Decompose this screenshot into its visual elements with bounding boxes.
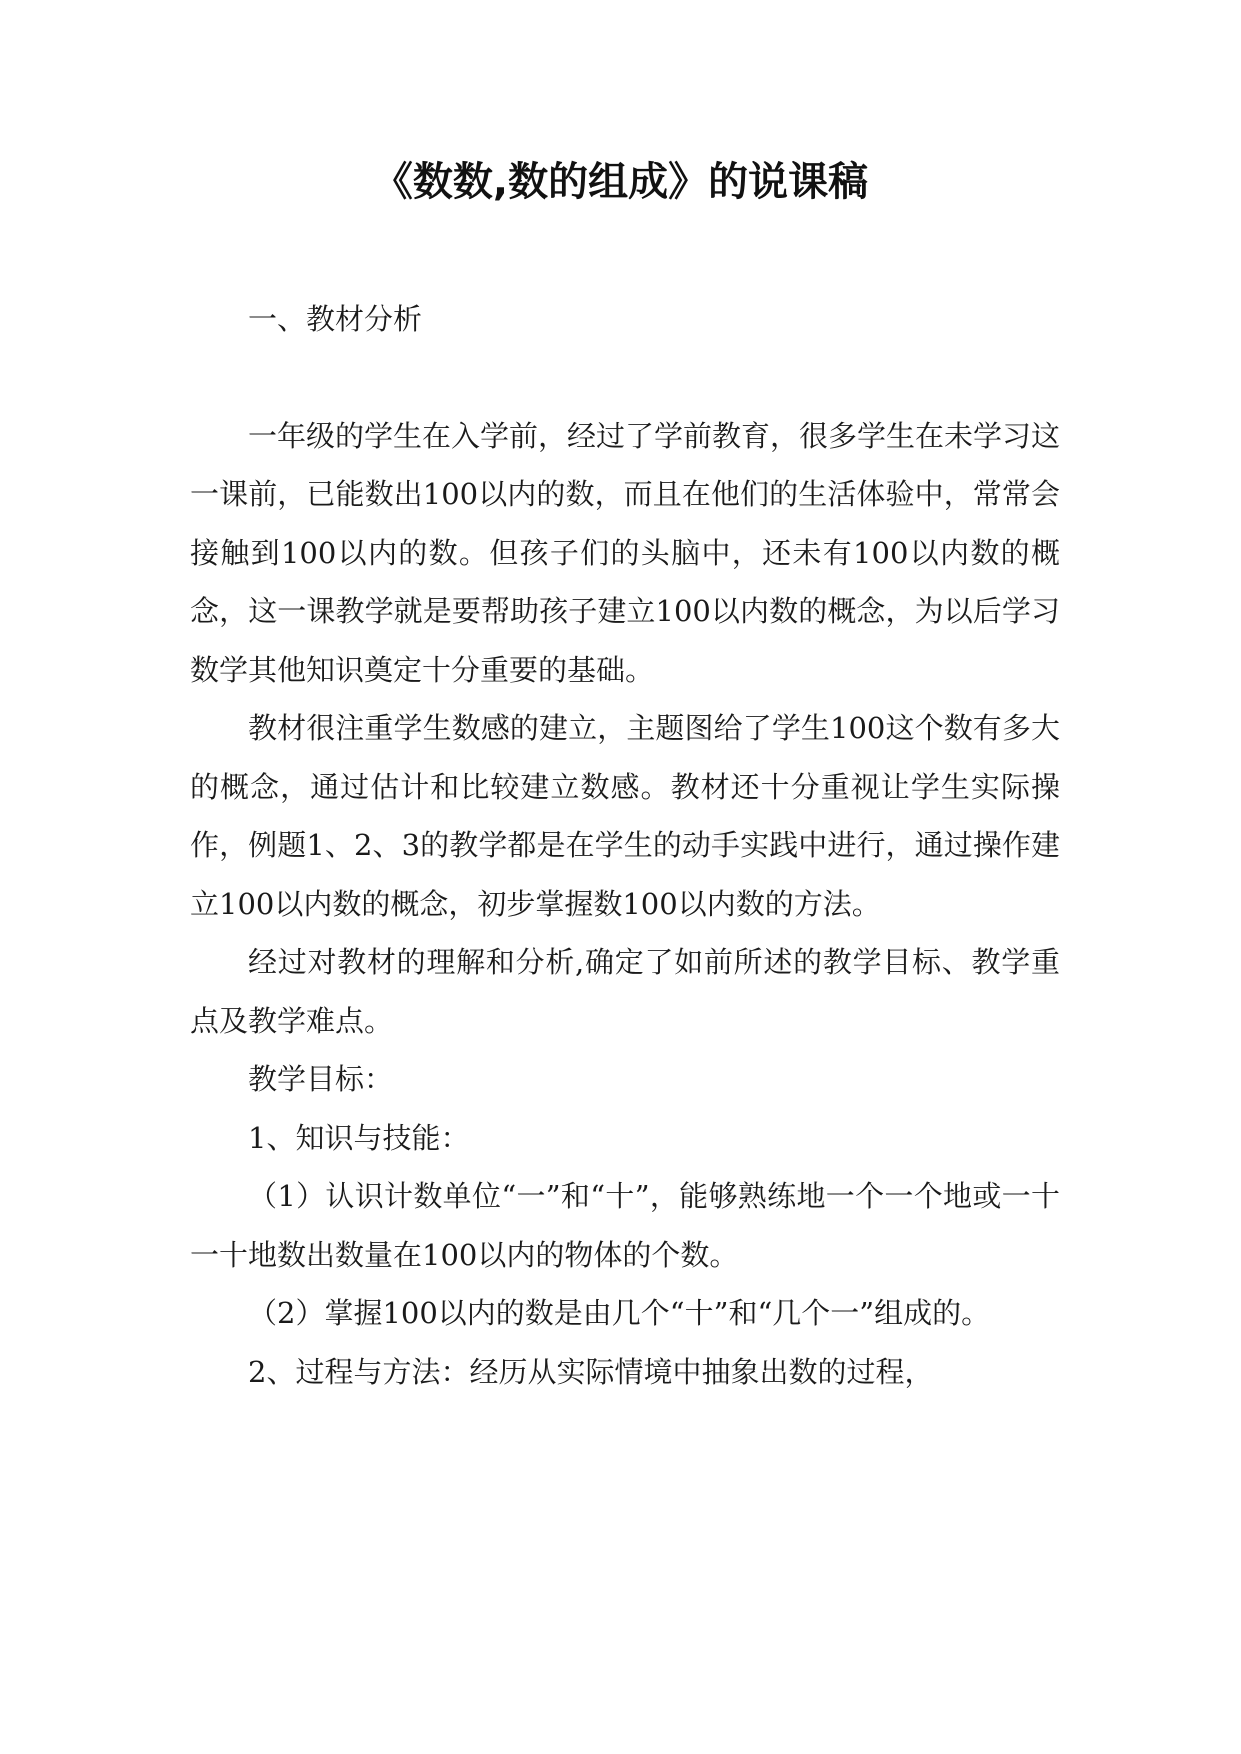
section-heading: 一、教材分析: [248, 302, 423, 336]
paragraph: 经过对教材的理解和分析,确定了如前所述的教学目标、教学重点及教学难点。: [190, 945, 1060, 1038]
paragraph: 一年级的学生在入学前，经过了学前教育，很多学生在未学习这一课前，已能数出100以内的数，而且在他们的生活体验中，常常会接触到100以内的数。但孩子们的头脑中，还未有100以内数的概念，这一课教学就是要帮助孩子建立100以内数的概念，为以后学习数学其他知识奠定十分重要的基础。: [190, 418, 1061, 687]
document-body: [190, 290, 1060, 1401]
paragraph: （2）掌握100以内的数是由几个“十”和“几个一”组成的。: [248, 1296, 991, 1330]
paragraph: 1、知识与技能：: [248, 1120, 470, 1155]
document-title: 《数数,数的组成》的说课稿: [372, 159, 869, 205]
paragraph: 2、过程与方法：经历从实际情境中抽象出数的过程，: [248, 1354, 934, 1389]
paragraph: 教学目标：: [248, 1062, 394, 1096]
paragraph: 教材很注重学生数感的建立，主题图给了学生100这个数有多大的概念，通过估计和比较建立数感。教材还十分重视让学生实际操作，例题1、2、3的教学都是在学生的动手实践中进行，通过操作建立100以内数的概念，初步掌握数100以内数的方法。: [190, 711, 1060, 921]
paragraph: （1）认识计数单位“一”和“十”，能够熟练地一个一个地或一十一十地数出数量在100以内的物体的个数。: [190, 1179, 1060, 1272]
